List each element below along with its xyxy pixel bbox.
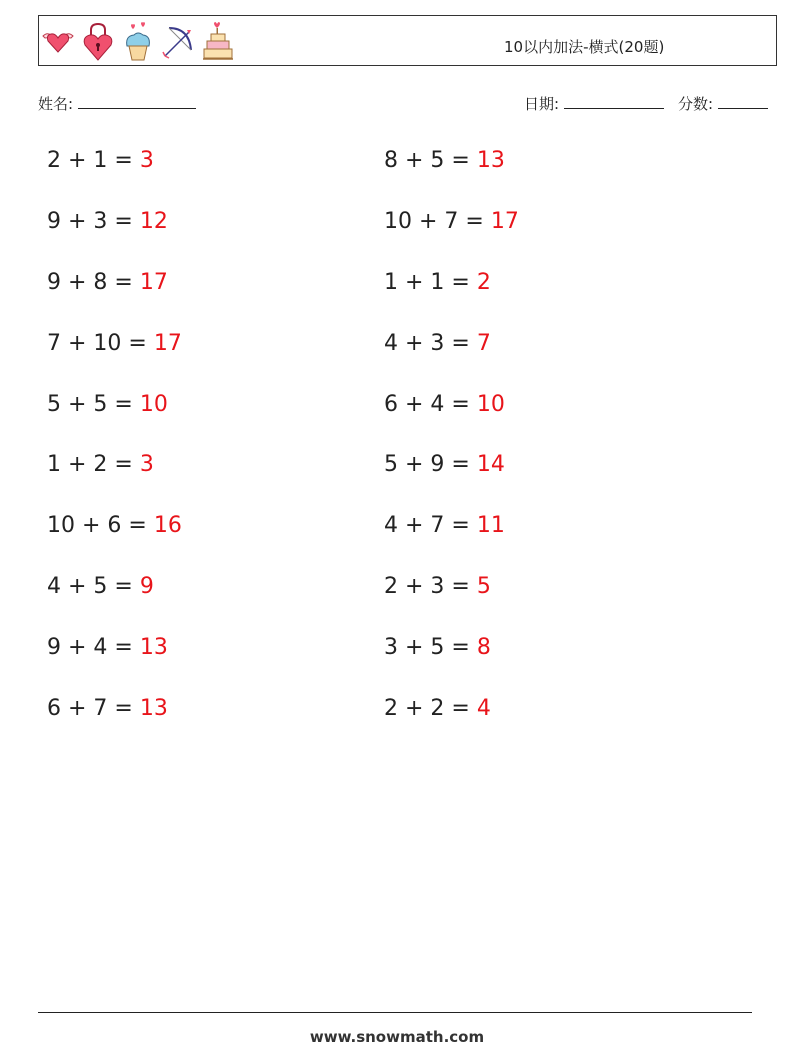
answer-text: 13 <box>476 148 505 173</box>
question-text: 7 + 10 = <box>47 331 154 356</box>
problem-12 <box>384 452 505 477</box>
problem-1 <box>47 148 154 173</box>
problem-11 <box>47 452 154 477</box>
cupcake-icon <box>121 20 155 62</box>
problem-16 <box>384 574 491 599</box>
question-text: 6 + 7 = <box>47 696 140 721</box>
answer-text: 10 <box>139 392 168 417</box>
score-field[interactable] <box>678 92 768 114</box>
problem-17 <box>47 635 168 660</box>
answer-text: 12 <box>139 209 168 234</box>
question-text: 4 + 3 = <box>384 331 477 356</box>
question-text: 6 + 4 = <box>384 392 477 417</box>
cake-icon <box>201 20 235 62</box>
problem-10 <box>384 392 505 417</box>
worksheet-title: 10以内加法-横式(20题) <box>504 38 665 56</box>
question-text: 9 + 8 = <box>47 270 140 295</box>
question-text: 3 + 5 = <box>384 635 477 660</box>
problem-9 <box>47 392 168 417</box>
answer-text: 14 <box>476 452 505 477</box>
question-text: 2 + 3 = <box>384 574 477 599</box>
question-text: 2 + 1 = <box>47 148 140 173</box>
heart-lock-icon <box>81 20 115 62</box>
answer-text: 4 <box>476 696 491 721</box>
problem-18 <box>384 635 491 660</box>
question-text: 1 + 2 = <box>47 452 140 477</box>
problem-3 <box>47 209 168 234</box>
answer-text: 2 <box>476 270 491 295</box>
answer-text: 3 <box>139 148 154 173</box>
date-field[interactable] <box>524 92 664 114</box>
name-field[interactable] <box>38 92 196 114</box>
problem-19 <box>47 696 168 721</box>
answer-text: 17 <box>153 331 182 356</box>
date-label: 日期: <box>524 95 560 113</box>
question-text: 9 + 3 = <box>47 209 140 234</box>
answer-text: 17 <box>139 270 168 295</box>
problem-15 <box>47 574 154 599</box>
question-text: 9 + 4 = <box>47 635 140 660</box>
answer-text: 17 <box>490 209 519 234</box>
question-text: 4 + 5 = <box>47 574 140 599</box>
footer-site: www.snowmath.com <box>309 1028 485 1046</box>
answer-text: 13 <box>139 696 168 721</box>
question-text: 5 + 5 = <box>47 392 140 417</box>
problem-7 <box>47 331 182 356</box>
problem-13 <box>47 513 182 538</box>
question-text: 10 + 6 = <box>47 513 154 538</box>
bow-arrow-icon <box>161 20 195 62</box>
header-icons <box>41 20 235 62</box>
answer-text: 8 <box>476 635 491 660</box>
answer-text: 16 <box>153 513 182 538</box>
answer-text: 7 <box>476 331 491 356</box>
question-text: 5 + 9 = <box>384 452 477 477</box>
footer-divider <box>38 1012 752 1013</box>
name-blank[interactable] <box>78 92 196 109</box>
question-text: 2 + 2 = <box>384 696 477 721</box>
date-blank[interactable] <box>564 92 664 109</box>
answer-text: 5 <box>476 574 491 599</box>
answer-text: 10 <box>476 392 505 417</box>
question-text: 10 + 7 = <box>384 209 491 234</box>
question-text: 1 + 1 = <box>384 270 477 295</box>
score-label: 分数: <box>678 95 714 113</box>
problem-8 <box>384 331 491 356</box>
answer-text: 9 <box>139 574 154 599</box>
question-text: 8 + 5 = <box>384 148 477 173</box>
problem-5 <box>47 270 168 295</box>
problem-6 <box>384 270 491 295</box>
worksheet-header <box>38 15 777 66</box>
question-text: 4 + 7 = <box>384 513 477 538</box>
answer-text: 11 <box>476 513 505 538</box>
answer-text: 3 <box>139 452 154 477</box>
name-label: 姓名: <box>38 95 74 113</box>
problem-2 <box>384 148 505 173</box>
problem-14 <box>384 513 505 538</box>
winged-heart-icon <box>41 20 75 62</box>
score-blank[interactable] <box>718 92 768 109</box>
problem-4 <box>384 209 519 234</box>
problem-20 <box>384 696 491 721</box>
answer-text: 13 <box>139 635 168 660</box>
